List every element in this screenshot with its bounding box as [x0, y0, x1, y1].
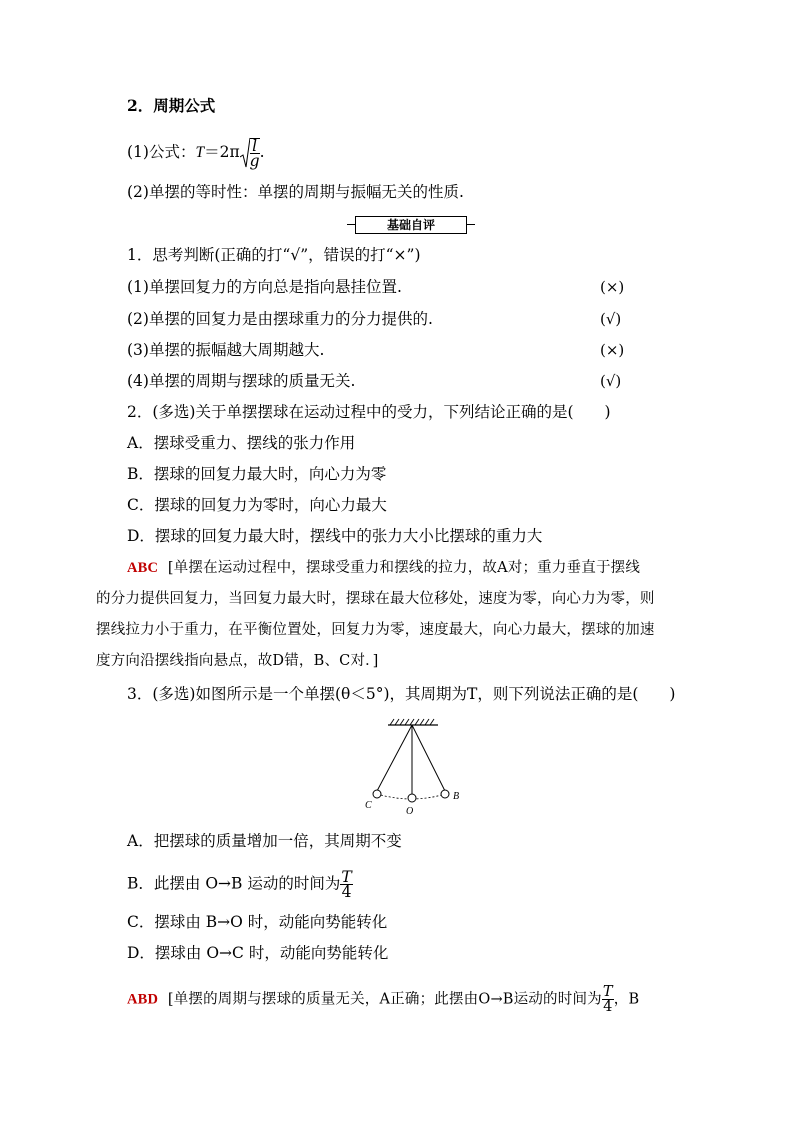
q3-stem: 3．(多选)如图所示是一个单摆(θ＜5°)，其周期为T，则下列说法正确的是( ): [127, 685, 676, 703]
q3-explanation-fraction: [602, 985, 614, 1014]
q3-option-a: A．把摆球的质量增加一倍，其周期不变: [127, 832, 402, 850]
q1-item-3: (3)单摆的振幅越大周期越大.: [127, 341, 325, 359]
q3-option-b-fraction: [340, 870, 352, 899]
bob-c: [373, 790, 381, 798]
q3-explanation-suffix: ，B: [613, 991, 640, 1008]
q3-explanation-num: T: [602, 984, 613, 1000]
q2-explanation-line-1: [127, 558, 640, 578]
isochronism-text: (2)单摆的等时性：单摆的周期与振幅无关的性质.: [127, 183, 464, 201]
q3-option-b-num: T: [341, 868, 352, 886]
q1-mark-4: (√): [600, 372, 622, 390]
q1-stem: 1．思考判断(正确的打“√”，错误的打“×”): [127, 246, 421, 264]
q3-answer: ABD: [127, 991, 159, 1008]
q3-explanation-line-1: [127, 985, 639, 1014]
label-o: O: [406, 806, 414, 817]
string-right: [412, 725, 445, 791]
q1-mark-3: (×): [600, 341, 625, 359]
q1-item-4: (4)单摆的周期与摆球的质量无关.: [127, 372, 356, 390]
q2-explanation-line-3: 摆线拉力小于重力，在平衡位置处，回复力为零，速度最大，向心力最大，摆球的加速: [96, 622, 655, 638]
q3-option-d: D．摆球由 O→C 时，动能向势能转化: [127, 944, 389, 962]
q3-option-b: [127, 870, 353, 899]
q2-answer: ABC: [127, 560, 159, 576]
q2-option-d: D．摆球的回复力最大时，摆线中的张力大小比摆球的重力大: [127, 527, 543, 545]
pendulum-figure: [360, 718, 470, 818]
q2-explanation-line-2: 的分力提供回复力，当回复力最大时，摆球在最大位移处，速度为零，向心力为零，则: [96, 591, 655, 607]
q1-mark-1: (×): [600, 278, 625, 296]
label-b: B: [453, 791, 460, 802]
formula-T: T: [195, 144, 205, 161]
section-heading: 2．周期公式: [127, 96, 216, 115]
sqrt-symbol: [240, 137, 250, 169]
q1-mark-2: (√): [600, 310, 622, 328]
formula-line: [127, 137, 265, 169]
q2-option-b: B．摆球的回复力最大时，向心力为零: [127, 465, 387, 483]
q2-explanation-line-4: 度方向沿摆线指向悬点，故D错，B、C对．]: [96, 653, 379, 669]
q3-option-b-den: 4: [341, 883, 352, 901]
label-c: C: [365, 800, 372, 811]
formula-denominator: g: [249, 152, 260, 170]
q3-option-b-text: B．此摆由 O→B 运动的时间为: [127, 874, 341, 893]
bob-b: [441, 790, 449, 798]
formula-end: .: [259, 143, 265, 161]
formula-fraction: [250, 138, 260, 168]
formula-prefix: (1)公式：: [127, 143, 196, 161]
formula-numerator: l: [250, 139, 260, 154]
q2-option-a: A．摆球受重力、摆线的张力作用: [127, 434, 356, 452]
q1-item-2: (2)单摆的回复力是由摆球重力的分力提供的.: [127, 310, 433, 328]
formula-eq: ＝2π: [204, 143, 240, 161]
q3-explanation-den: 4: [603, 999, 613, 1015]
q2-stem: 2．(多选)关于单摆摆球在运动过程中的受力，下列结论正确的是( ): [127, 403, 611, 421]
bob-o: [408, 794, 416, 802]
q2-explanation-text-1: [单摆在运动过程中，摆球受重力和摆线的拉力，故A对；重力垂直于摆线: [167, 560, 641, 576]
ceiling-hatch: [390, 719, 434, 725]
section-badge: 基础自评: [355, 216, 467, 234]
q3-option-c: C．摆球由 B→O 时，动能向势能转化: [127, 913, 388, 931]
q1-item-1: (1)单摆回复力的方向总是指向悬挂位置.: [127, 278, 402, 296]
string-left: [377, 725, 412, 791]
q2-option-c: C．摆球的回复力为零时，向心力最大: [127, 496, 387, 514]
q3-explanation-text: [单摆的周期与摆球的质量无关，A正确；此摆由O→B运动的时间为: [167, 991, 602, 1008]
